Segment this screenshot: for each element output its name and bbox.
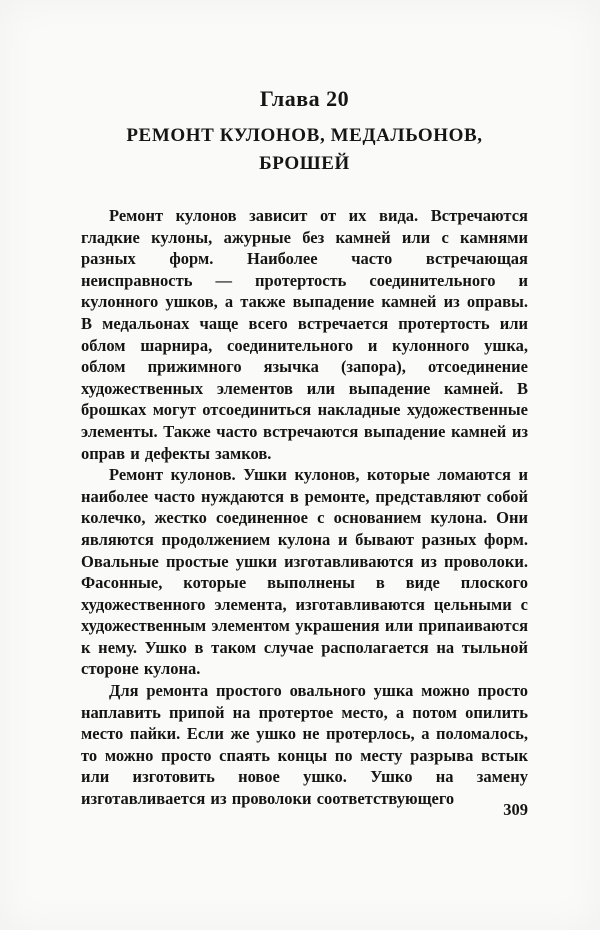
paragraph-2-text: Ушки кулонов, которые ломаются и наиболее часто нуждаются в ремонте, представляют собой колечко, жестко соединенное с основанием кулона. Они являются продолжением кулона и бывают разных форм. Овальные простые ушки изготавливаются из проволоки. Фасонные, которые выполнены в виде плоского художественного элемента, изготавливаются цельными с художественным элементом украшения или припаиваются к нему. Ушко в таком случае располагается на тыльной стороне кулона. xyxy=(81,465,528,679)
chapter-title-line1: РЕМОНТ КУЛОНОВ, МЕДАЛЬОНОВ, xyxy=(126,125,483,146)
paragraph-2-lead: Ремонт кулонов. xyxy=(109,465,236,485)
page-number: 309 xyxy=(503,800,528,819)
paragraph-2 xyxy=(81,464,528,680)
chapter-title xyxy=(81,122,528,178)
chapter-heading: Глава 20 xyxy=(259,86,350,111)
paragraph-1-text: Ремонт кулонов зависит от их вида. Встречаются гладкие кулоны, ажурные без камней или с камнями разных форм. Наиболее часто встречающая неисправность — протертость соединительного и кулонного ушков, а также выпадение камней из оправы. В медальонах чаще всего встречается протертость или облом шарнира, соединительного и кулонного ушка, облом прижимного язычка (запора), отсоединение художественных элементов или выпадение камней. В брошках могут отсоединиться накладные художественные элементы. Также часто встречаются выпадение камней из оправ и дефекты замков. xyxy=(81,206,528,463)
paragraph-1 xyxy=(81,205,528,464)
body-text xyxy=(81,205,528,810)
text-block xyxy=(81,86,528,810)
paragraph-3 xyxy=(81,680,528,810)
paragraph-3-text: Для ремонта простого овального ушка можно просто наплавить припой на протертое место, а потом опилить место пайки. Если же ушко не протерлось, а поломалось, то можно просто спаять концы по месту разрыва встык или изготовить новое ушко. Ушко на замену изготавливается из проволоки соответствующего xyxy=(81,681,528,809)
chapter-title-line2: БРОШЕЙ xyxy=(259,153,350,174)
